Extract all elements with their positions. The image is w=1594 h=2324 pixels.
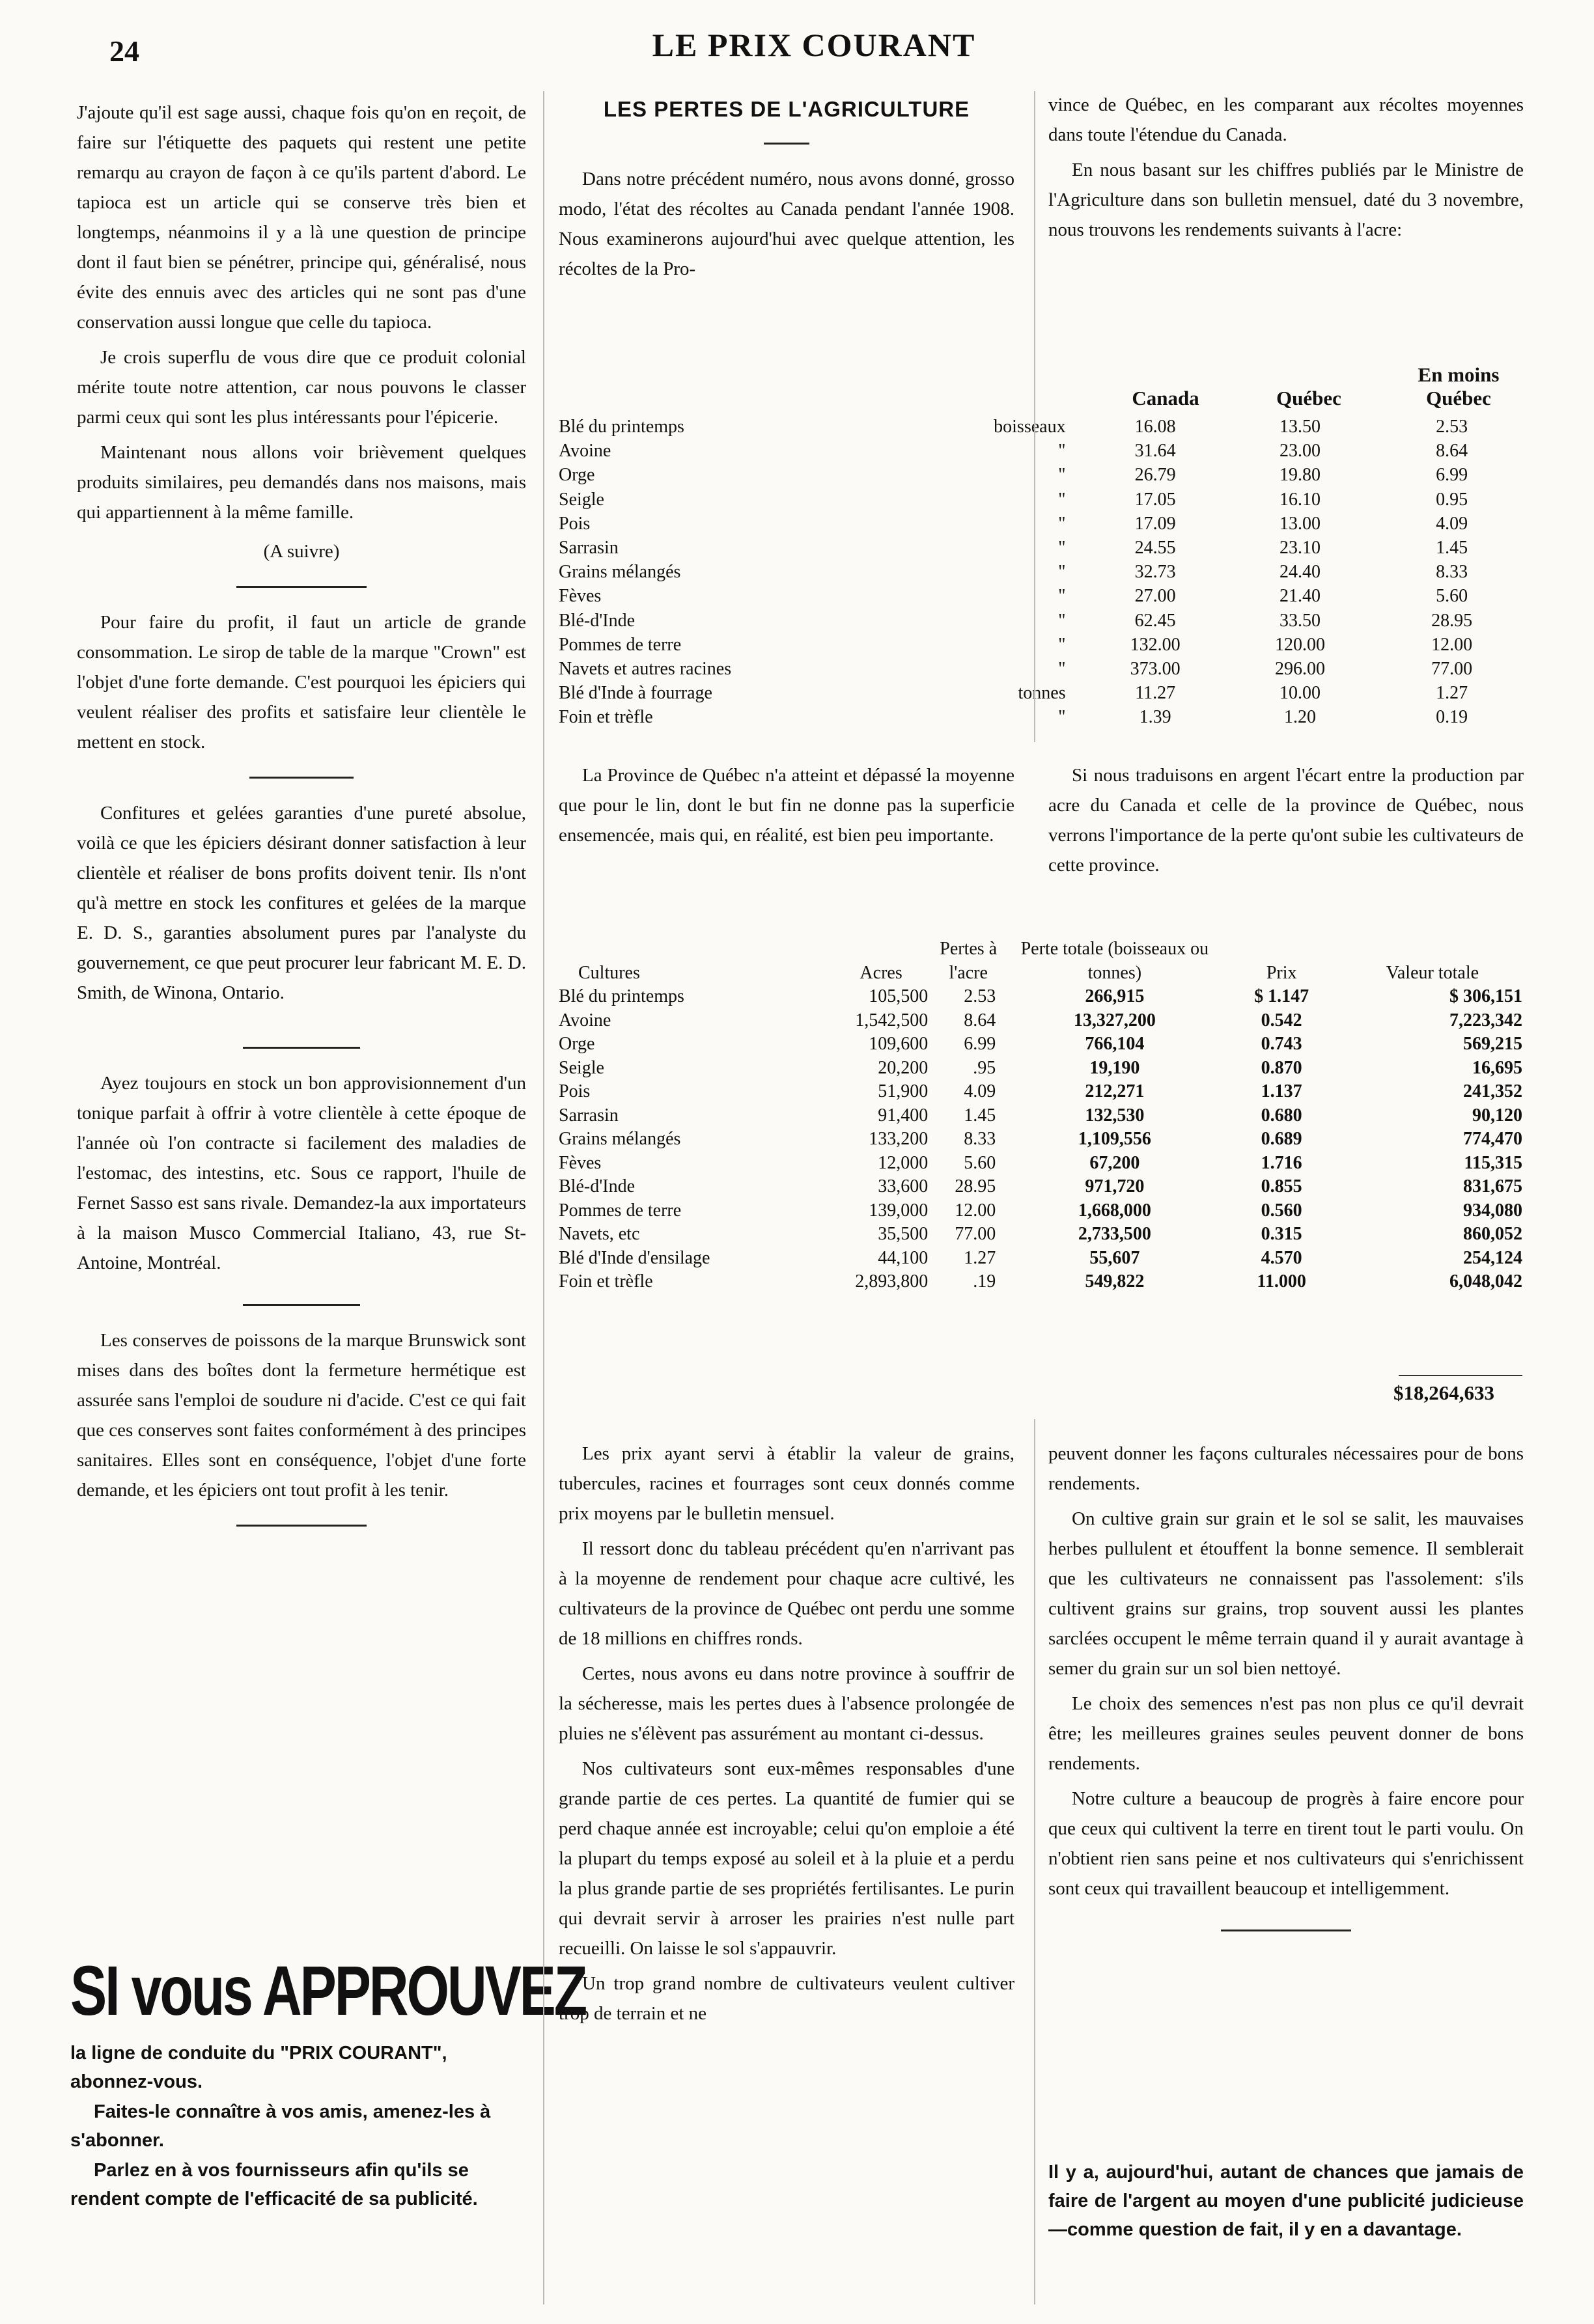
- loss-row: [559, 1104, 1522, 1128]
- loss-price: 0.680: [1261, 1105, 1302, 1126]
- yield-diff: 6.99: [1436, 465, 1468, 486]
- loss-total: 132,530: [1085, 1105, 1145, 1126]
- loss-value: 860,052: [1463, 1224, 1522, 1244]
- loss-acres: 133,200: [869, 1129, 929, 1149]
- yield-quebec: 21.40: [1279, 586, 1321, 607]
- loss-table: [559, 937, 1522, 1294]
- yield-unit: ": [1058, 513, 1066, 534]
- yield-diff: 2.53: [1436, 417, 1468, 437]
- loss-header-price: Prix: [1266, 962, 1297, 983]
- col2-paragraph-6: Nos cultivateurs sont eux-mêmes responsables d'une grande partie de ces pertes. La quantité de fumier qui se perd chaque année est incroyable; celui qu'on emploie a été la plupart du temps exposé au soleil et à la pluie et a perdu la plus grande partie de ses propriétés fertilisantes. Le purin qui devrait servir à arroser les prairies n'est nulle part recueilli. On laisse le sol s'appauvrir.: [559, 1758, 1014, 1959]
- yield-canada: 373.00: [1130, 659, 1181, 680]
- ad-line-3: Parlez en à vos fournisseurs afin qu'ils se rendent compte de l'efficacité de sa publicité.: [70, 2160, 478, 2209]
- yield-canada: 16.08: [1134, 417, 1176, 437]
- loss-header-total: Perte totale (boisseaux ou tonnes): [1020, 939, 1209, 983]
- yield-unit: ": [1058, 441, 1066, 462]
- yield-crop: Blé-d'Inde: [559, 610, 636, 631]
- column-3-bottom: [1048, 1439, 1524, 1951]
- loss-acres: 44,100: [878, 1247, 929, 1268]
- loss-price: 0.855: [1261, 1176, 1302, 1197]
- loss-row: [559, 985, 1522, 1009]
- divider: [249, 777, 354, 779]
- loss-price: 0.743: [1261, 1034, 1302, 1054]
- column-rule-3: [1034, 1419, 1035, 2304]
- loss-row: [559, 1009, 1522, 1033]
- column-3-mid: [1048, 760, 1524, 885]
- col2-paragraph-5: Certes, nous avons eu dans notre province à souffrir de la sécheresse, mais les pertes dues à l'absence prolongée de pluies ne s'élèvent pas assurément au montant ci-dessus.: [559, 1663, 1014, 1744]
- yield-unit: ": [1058, 538, 1066, 559]
- loss-value: 16,695: [1472, 1057, 1522, 1078]
- yield-diff: 0.19: [1436, 707, 1468, 728]
- loss-price: 1.137: [1261, 1081, 1302, 1101]
- yield-quebec: 23.00: [1279, 441, 1321, 462]
- yield-canada: 31.64: [1134, 441, 1176, 462]
- yield-crop: Fèves: [559, 586, 602, 607]
- loss-price: 4.570: [1261, 1247, 1302, 1268]
- yield-header-diff: En moins Québec: [1418, 363, 1500, 409]
- loss-price: $ 1.147: [1254, 986, 1309, 1006]
- loss-price: 0.689: [1261, 1129, 1302, 1149]
- yield-row: [559, 633, 1522, 657]
- loss-per-acre: 8.64: [964, 1010, 996, 1031]
- yield-canada: 11.27: [1135, 683, 1176, 704]
- loss-price: 0.560: [1261, 1200, 1302, 1221]
- loss-price: 0.315: [1261, 1224, 1302, 1244]
- yield-quebec: 19.80: [1279, 465, 1321, 486]
- yield-unit: boisseaux: [994, 417, 1066, 437]
- to-be-continued: (A suivre): [263, 541, 340, 562]
- loss-acres: 51,900: [878, 1081, 929, 1101]
- loss-crop: Blé d'Inde d'ensilage: [559, 1247, 710, 1268]
- yield-canada: 62.45: [1134, 610, 1176, 631]
- loss-per-acre: 1.27: [964, 1247, 996, 1268]
- loss-total: 212,271: [1085, 1081, 1145, 1101]
- yield-quebec: 120.00: [1274, 634, 1325, 655]
- col2-paragraph-4: Il ressort donc du tableau précédent qu'en n'arrivant pas à la moyenne de rendement pour chaque acre cultivé, les cultivateurs de la province de Québec ont perdu une somme de 18 millions en chiffres ronds.: [559, 1538, 1014, 1649]
- yield-diff: 1.27: [1436, 683, 1468, 704]
- loss-total: 549,822: [1085, 1271, 1145, 1292]
- publicity-note: Il y a, aujourd'hui, autant de chances que jamais de faire de l'argent au moyen d'une publicité judicieuse—comme question de fait, il y en a davantage.: [1048, 2162, 1524, 2240]
- loss-per-acre: .19: [973, 1271, 996, 1292]
- yield-quebec: 296.00: [1274, 659, 1325, 680]
- loss-acres: 109,600: [869, 1034, 929, 1054]
- yield-canada: 17.05: [1134, 489, 1176, 510]
- loss-per-acre: 12.00: [955, 1200, 996, 1221]
- yield-crop: Grains mélangés: [559, 562, 681, 583]
- yield-diff: 77.00: [1431, 659, 1473, 680]
- yield-quebec: 1.20: [1283, 707, 1316, 728]
- yield-row: [559, 415, 1522, 439]
- yield-canada: 132.00: [1130, 634, 1181, 655]
- loss-crop: Foin et trèfle: [559, 1271, 653, 1292]
- column-rule-1: [543, 91, 544, 2304]
- loss-acres: 12,000: [878, 1152, 929, 1173]
- running-title: LE PRIX COURANT: [652, 27, 976, 63]
- tonic-notice: Ayez toujours en stock un bon approvisionnement d'un tonique parfait à offrir à votre clientèle à cette époque de l'année où l'on contracte si facilement des maladies de l'estomac, des intestins, etc. Sous ce rapport, l'huile de Fernet Sasso est sans rivale. Demandez-la aux importateurs à la maison Musco Commercial Italiano, 43, rue St-Antoine, Montréal.: [77, 1073, 526, 1273]
- loss-value: 6,048,042: [1449, 1271, 1522, 1292]
- yield-crop: Pois: [559, 513, 591, 534]
- column-rule-2: [1034, 91, 1035, 742]
- yield-quebec: 33.50: [1279, 610, 1321, 631]
- loss-crop: Grains mélangés: [559, 1129, 681, 1149]
- brunswick-notice: Les conserves de poissons de la marque Brunswick sont mises dans des boîtes dont la fermeture hermétique est assurée sans l'emploi de soudure ni d'acide. C'est ce qui fait que ces conserves sont faites conformément à des principes sanitaires. Elles sont en conséquence, l'objet d'une forte demande, et les épiciers ont tout profit à les tenir.: [77, 1330, 526, 1501]
- col1-paragraph-1: J'ajoute qu'il est sage aussi, chaque fois qu'on en reçoit, de faire sur l'étiquette des paquets qui restent une petite remarqu au crayon de façon à ce qu'ils partent d'abord. Le tapioca est un article qui se conserve très bien et longtemps, néanmoins il y a là une question de principe dont il faut bien se pénétrer, principe qui, généralisé, nous évite des ennuis avec des articles qui ne sont pas d'une conservation aussi longue que celle du tapioca.: [77, 102, 526, 333]
- yield-diff: 0.95: [1436, 489, 1468, 510]
- divider: [764, 143, 809, 145]
- divider: [236, 586, 367, 588]
- col2-paragraph-1: Dans notre précédent numéro, nous avons donné, grosso modo, l'état des récoltes au Canada pendant l'année 1908. Nous examinerons aujourd'hui avec quelque attention, les récoltes de la Pro-: [559, 169, 1014, 279]
- yield-quebec: 13.00: [1279, 513, 1321, 534]
- col3-paragraph-6: Le choix des semences n'est pas non plus ce qu'il devrait être; les meilleures graines seules peuvent donner de bons rendements.: [1048, 1693, 1524, 1774]
- yield-quebec: 10.00: [1279, 683, 1321, 704]
- yield-quebec: 23.10: [1279, 538, 1321, 559]
- yield-row: [559, 681, 1522, 705]
- col2-paragraph-2: La Province de Québec n'a atteint et dépassé la moyenne que pour le lin, dont le but fin ne donne pas la superficie ensemencée, mais qui, en réalité, est bien peu importante.: [559, 765, 1014, 846]
- loss-header-crop: Cultures: [578, 962, 640, 983]
- loss-total: 13,327,200: [1073, 1010, 1156, 1031]
- loss-value: 831,675: [1463, 1176, 1522, 1197]
- ad-body: [70, 2039, 526, 2215]
- yield-quebec: 16.10: [1279, 489, 1321, 510]
- jam-notice: Confitures et gelées garanties d'une pureté absolue, voilà ce que les épiciers désirant donner satisfaction à leur clientèle et réaliser de bons profits doivent tenir. Ils n'ont qu'à mettre en stock les confitures et gelées de la marque E. D. S., garanties absolument pures par l'analyste du gouvernement, ce que peut procurer leur fabricant M. E. D. Smith, de Winona, Ontario.: [77, 803, 526, 1003]
- yield-canada: 1.39: [1139, 707, 1171, 728]
- loss-total: 766,104: [1085, 1034, 1145, 1054]
- yield-unit: ": [1058, 465, 1066, 486]
- loss-row: [559, 1057, 1522, 1081]
- loss-value: 115,315: [1464, 1152, 1522, 1173]
- loss-acres: 20,200: [878, 1057, 929, 1078]
- yield-unit: ": [1058, 634, 1066, 655]
- loss-per-acre: 2.53: [964, 986, 996, 1006]
- yield-header-quebec: Québec: [1276, 387, 1341, 409]
- col3-paragraph-2: En nous basant sur les chiffres publiés par le Ministre de l'Agriculture dans son bulletin mensuel, daté du 3 novembre, nous trouvons les rendements suivants à l'acre:: [1048, 159, 1524, 240]
- loss-acres: 2,893,800: [855, 1271, 929, 1292]
- loss-acres: 91,400: [878, 1105, 929, 1126]
- loss-value: 7,223,342: [1449, 1010, 1522, 1031]
- loss-per-acre: .95: [973, 1057, 996, 1078]
- loss-row: [559, 1080, 1522, 1104]
- loss-crop: Navets, etc: [559, 1224, 640, 1244]
- loss-crop: Sarrasin: [559, 1105, 619, 1126]
- loss-header-acres: Acres: [860, 962, 902, 983]
- loss-total: 1,668,000: [1078, 1200, 1151, 1221]
- yield-unit: ": [1058, 659, 1066, 680]
- loss-per-acre: 8.33: [964, 1129, 996, 1149]
- loss-value: $ 306,151: [1449, 986, 1522, 1006]
- yield-diff: 8.33: [1436, 562, 1468, 583]
- col1-paragraph-3: Maintenant nous allons voir brièvement quelques produits similaires, peu demandés dans nos maisons, mais qui appartiennent à la même famille.: [77, 442, 526, 523]
- yield-quebec: 24.40: [1279, 562, 1321, 583]
- yield-row: [559, 512, 1522, 536]
- yield-table: [559, 415, 1522, 730]
- loss-crop: Pois: [559, 1081, 591, 1101]
- col3-paragraph-1: vince de Québec, en les comparant aux récoltes moyennes dans toute l'étendue du Canada.: [1048, 94, 1524, 145]
- loss-value: 774,470: [1463, 1129, 1522, 1149]
- loss-row: [559, 1152, 1522, 1176]
- loss-crop: Pommes de terre: [559, 1200, 682, 1221]
- crown-syrup-notice: Pour faire du profit, il faut un article de grande consommation. Le sirop de table de la marque "Crown" est l'objet d'une forte demande. C'est pourquoi les épiciers qui veulent réaliser des profits et satisfaire leur clientèle le mettent en stock.: [77, 612, 526, 753]
- loss-value: 569,215: [1463, 1034, 1522, 1054]
- yield-crop: Sarrasin: [559, 538, 619, 559]
- loss-crop: Blé-d'Inde: [559, 1176, 636, 1197]
- loss-value: 254,124: [1463, 1247, 1522, 1268]
- col3-paragraph-4: peuvent donner les façons culturales nécessaires pour de bons rendements.: [1048, 1443, 1524, 1494]
- loss-acres: 33,600: [878, 1176, 929, 1197]
- divider: [243, 1047, 360, 1049]
- loss-total: 2,733,500: [1078, 1224, 1151, 1244]
- yield-crop: Navets et autres racines: [559, 659, 732, 680]
- loss-row: [559, 1175, 1522, 1199]
- divider: [1221, 1930, 1351, 1931]
- loss-per-acre: 77.00: [955, 1224, 996, 1244]
- yield-canada: 17.09: [1134, 513, 1176, 534]
- loss-per-acre: 1.45: [964, 1105, 996, 1126]
- yield-row: [559, 488, 1522, 512]
- loss-header-value: Valeur totale: [1386, 962, 1479, 983]
- loss-row: [559, 1199, 1522, 1223]
- column-1: [77, 98, 526, 1546]
- yield-crop: Seigle: [559, 489, 604, 510]
- yield-diff: 4.09: [1436, 513, 1468, 534]
- col1-paragraph-2: Je crois superflu de vous dire que ce produit colonial mérite toute notre attention, car nous pouvons le classer parmi ceux qui sont les plus intéressants pour l'épicerie.: [77, 347, 526, 428]
- loss-per-acre: 28.95: [955, 1176, 996, 1197]
- loss-price: 11.000: [1257, 1271, 1306, 1292]
- col3-paragraph-3: Si nous traduisons en argent l'écart entre la production par acre du Canada et celle de la province de Québec, nous verrons l'importance de la perte qu'ont subie les cultivateurs de cette province.: [1048, 765, 1524, 876]
- yield-crop: Blé d'Inde à fourrage: [559, 683, 712, 704]
- yield-unit: ": [1058, 707, 1066, 728]
- loss-row: [559, 1247, 1522, 1271]
- loss-price: 1.716: [1261, 1152, 1302, 1173]
- loss-row: [559, 1270, 1522, 1294]
- yield-diff: 1.45: [1436, 538, 1468, 559]
- yield-diff: 28.95: [1431, 610, 1473, 631]
- yield-unit: ": [1058, 489, 1066, 510]
- col3-paragraph-5: On cultive grain sur grain et le sol se salit, les mauvaises herbes pullulent et étouffent la bonne semence. Il semblerait que les cultivateurs ne connaissent pas l'assolement: s'ils cultivent grains sur grains, trop souvent aussi les plantes sarclées occupent le même terrain quand il y aurait avantage à semer du grain sur un sol bien nettoyé.: [1048, 1508, 1524, 1679]
- loss-total: 19,190: [1089, 1057, 1140, 1078]
- loss-acres: 1,542,500: [855, 1010, 929, 1031]
- yield-row: [559, 439, 1522, 463]
- loss-crop: Orge: [559, 1034, 595, 1054]
- loss-per-acre: 5.60: [964, 1152, 996, 1173]
- loss-total: 55,607: [1089, 1247, 1140, 1268]
- page-number: 24: [109, 35, 139, 68]
- yield-crop: Blé du printemps: [559, 417, 684, 437]
- ad-headline: SI vous APPROUVEZ: [70, 1951, 586, 2030]
- loss-acres: 139,000: [869, 1200, 929, 1221]
- yield-unit: ": [1058, 610, 1066, 631]
- divider: [236, 1525, 367, 1527]
- loss-acres: 35,500: [878, 1224, 929, 1244]
- yield-unit: ": [1058, 586, 1066, 607]
- yield-row: [559, 560, 1522, 584]
- yield-row: [559, 536, 1522, 560]
- loss-value: 934,080: [1463, 1200, 1522, 1221]
- column-2-bottom: [559, 1439, 1014, 2034]
- yield-unit: tonnes: [1018, 683, 1066, 704]
- yield-row: [559, 657, 1522, 681]
- total-rule: [1399, 1375, 1522, 1376]
- yield-quebec: 13.50: [1279, 417, 1321, 437]
- yield-canada: 24.55: [1134, 538, 1176, 559]
- yield-header-canada: Canada: [1132, 387, 1199, 409]
- yield-diff: 8.64: [1436, 441, 1468, 462]
- loss-price: 0.870: [1261, 1057, 1302, 1078]
- loss-total: 266,915: [1085, 986, 1145, 1006]
- section-heading: LES PERTES DE L'AGRICULTURE: [603, 97, 970, 121]
- loss-per-acre: 4.09: [964, 1081, 996, 1101]
- loss-per-acre: 6.99: [964, 1034, 996, 1054]
- yield-crop: Avoine: [559, 441, 611, 462]
- col3-paragraph-7: Notre culture a beaucoup de progrès à faire encore pour que ceux qui cultivent la terre en tirent tout le parti voulu. On n'obtient rien sans peine et nos cultivateurs qui s'enrichissent sont ceux qui travaillent beaucoup et intelligemment.: [1048, 1788, 1524, 1899]
- loss-row: [559, 1223, 1522, 1247]
- yield-diff: 12.00: [1431, 634, 1473, 655]
- yield-row: [559, 705, 1522, 729]
- ad-line-1: la ligne de conduite du "PRIX COURANT", abonnez-vous.: [70, 2043, 447, 2092]
- loss-crop: Blé du printemps: [559, 986, 684, 1006]
- yield-diff: 5.60: [1436, 586, 1468, 607]
- loss-value: 241,352: [1463, 1081, 1522, 1101]
- loss-total: 67,200: [1089, 1152, 1140, 1173]
- divider: [243, 1304, 360, 1306]
- loss-total: 971,720: [1085, 1176, 1145, 1197]
- yield-row: [559, 463, 1522, 487]
- yield-row: [559, 584, 1522, 608]
- yield-crop: Pommes de terre: [559, 634, 682, 655]
- yield-canada: 32.73: [1134, 562, 1176, 583]
- yield-unit: ": [1058, 562, 1066, 583]
- ad-line-2: Faites-le connaître à vos amis, amenez-les à s'abonner.: [70, 2101, 491, 2151]
- loss-total: 1,109,556: [1078, 1129, 1151, 1149]
- yield-canada: 27.00: [1134, 586, 1176, 607]
- loss-crop: Fèves: [559, 1152, 602, 1173]
- loss-acres: 105,500: [869, 986, 929, 1006]
- yield-row: [559, 609, 1522, 633]
- column-3-top: [1048, 90, 1524, 250]
- col2-paragraph-3: Les prix ayant servi à établir la valeur de grains, tubercules, racines et fourrages sont ceux donnés comme prix moyens par le bulletin mensuel.: [559, 1443, 1014, 1524]
- loss-row: [559, 1032, 1522, 1057]
- col2-paragraph-7: Un trop grand nombre de cultivateurs veulent cultiver trop de terrain et ne: [559, 1973, 1014, 2024]
- loss-header-loss: Pertes à l'acre: [940, 939, 998, 983]
- yield-canada: 26.79: [1134, 465, 1176, 486]
- yield-crop: Foin et trèfle: [559, 707, 653, 728]
- loss-price: 0.542: [1261, 1010, 1302, 1031]
- loss-crop: Avoine: [559, 1010, 611, 1031]
- loss-crop: Seigle: [559, 1057, 604, 1078]
- grand-total: $18,264,633: [1393, 1381, 1494, 1404]
- column-2-mid: [559, 760, 1014, 855]
- yield-crop: Orge: [559, 465, 595, 486]
- loss-row: [559, 1127, 1522, 1152]
- column-2-top: [559, 94, 1014, 289]
- loss-value: 90,120: [1472, 1105, 1522, 1126]
